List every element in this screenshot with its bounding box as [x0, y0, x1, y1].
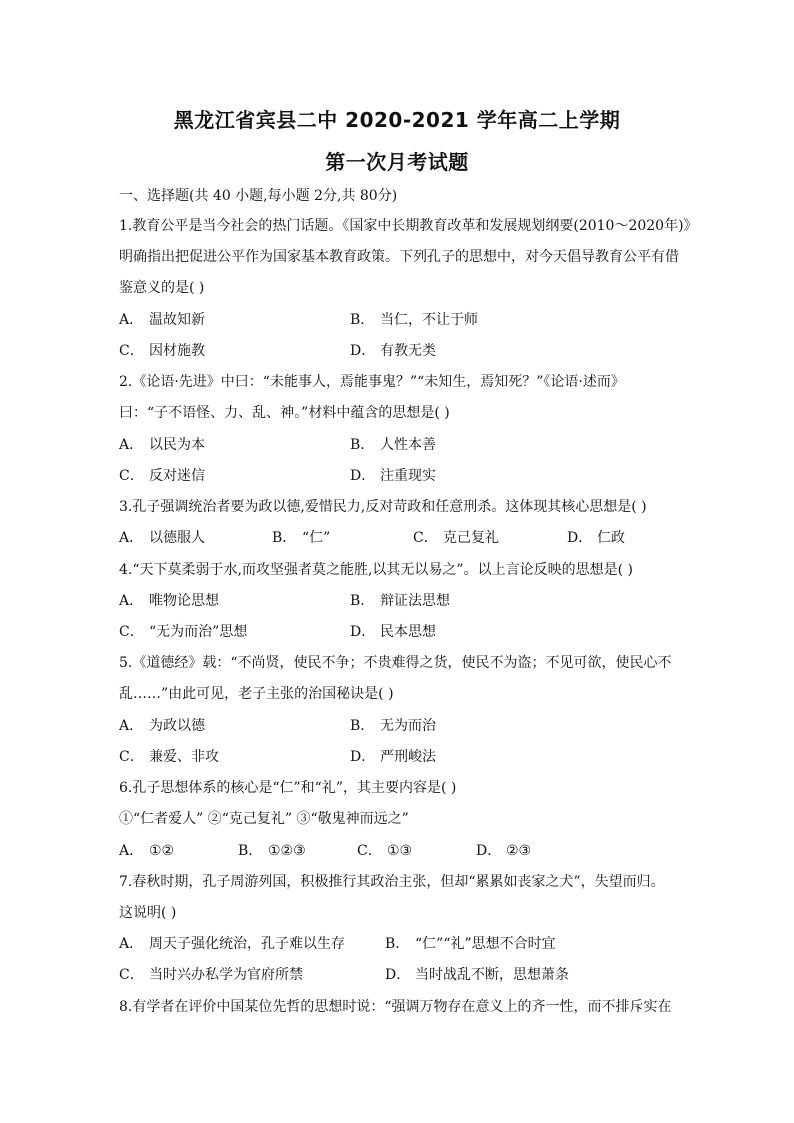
q2-option-b: B． 人性本善 [350, 437, 436, 453]
q6-option-b: B． ①②③ [238, 843, 306, 859]
q2-line-1: 2.《论语·先进》中曰：“未能事人，焉能事鬼？”“未知生，焉知死？”《论语·述而》 [119, 374, 625, 390]
q7-option-a: A． 周天子强化统治，孔子难以生存 [119, 936, 345, 952]
q1-option-d: D． 有教无类 [350, 343, 436, 359]
q7-option-c: C． 当时兴办私学为官府所禁 [119, 967, 303, 983]
q7-option-d: D． 当时战乱不断，思想萧条 [385, 967, 569, 983]
q5-line-2: 乱……”由此可见，老子主张的治国秘诀是( ) [119, 686, 394, 702]
q2-option-a: A． 以民为本 [119, 437, 205, 453]
q1-line-2: 明确指出把促进公平作为国家基本教育政策。下列孔子的思想中，对今天倡导教育公平有借 [119, 249, 679, 265]
q2-option-d: D． 注重现实 [350, 468, 436, 484]
q3-option-b: B． “仁” [272, 530, 331, 546]
q1-option-a: A． 温故知新 [119, 312, 205, 328]
exam-subtitle: 第一次月考试题 [325, 150, 469, 174]
q6-option-a: A． ①② [119, 843, 175, 859]
q5-option-d: D． 严刑峻法 [350, 749, 436, 765]
q1-option-b: B． 当仁，不让于师 [350, 312, 478, 328]
q7-option-b: B． “仁”“礼”思想不合时宜 [385, 936, 556, 952]
q2-option-c: C． 反对迷信 [119, 468, 205, 484]
q4-line-1: 4.“天下莫柔弱于水,而攻坚强者莫之能胜,以其无以易之”。以上言论反映的思想是( ) [119, 562, 633, 578]
q3-option-d: D． 仁政 [567, 530, 625, 546]
q5-option-c: C． 兼爱、非攻 [119, 749, 219, 765]
q8-line-1: 8.有学者在评价中国某位先哲的思想时说：“强调万物存在意义上的齐一性，而不排斥实在 [119, 999, 672, 1015]
q4-option-a: A． 唯物论思想 [119, 593, 219, 609]
q3-option-a: A． 以德服人 [119, 530, 205, 546]
q6-option-d: D． ②③ [476, 843, 532, 859]
q1-option-c: C． 因材施教 [119, 343, 205, 359]
q1-line-1: 1.教育公平是当今社会的热门话题。《国家中长期教育改革和发展规划纲要(2010～2020年)》 [119, 218, 698, 234]
q3-line-1: 3.孔子强调统治者要为政以德,爱惜民力,反对苛政和任意刑杀。这体现其核心思想是( ) [119, 499, 647, 515]
q1-line-3: 鉴意义的是( ) [119, 280, 205, 296]
q6-line-1: 6.孔子思想体系的核心是“仁”和“礼”，其主要内容是( ) [119, 780, 457, 796]
q6-option-c: C． ①③ [357, 843, 413, 859]
q4-option-b: B． 辩证法思想 [350, 593, 450, 609]
q5-line-1: 5.《道德经》载：“不尚贤，使民不争；不贵难得之货，使民不为盗；不见可欲，使民心不 [119, 655, 672, 671]
q3-option-c: C． 克己复礼 [413, 530, 499, 546]
q7-line-2: 这说明( ) [119, 905, 177, 921]
q7-line-1: 7.春秋时期，孔子周游列国，积极推行其政治主张，但却“累累如丧家之犬”，失望而归。 [119, 874, 665, 890]
section-heading: 一、选择题(共 40 小题,每小题 2分,共 80分) [119, 188, 398, 204]
q4-option-c: C． “无为而治”思想 [119, 624, 248, 640]
exam-title: 黑龙江省宾县二中 2020-2021 学年高二上学期 [173, 108, 621, 132]
q4-option-d: D． 民本思想 [350, 624, 436, 640]
q5-option-a: A． 为政以德 [119, 718, 205, 734]
q2-line-2: 曰：“子不语怪、力、乱、神。”材料中蕴含的思想是( ) [119, 405, 450, 421]
q6-line-2: ①“仁者爱人” ②“克己复礼” ③“敬鬼神而远之” [119, 811, 409, 827]
q5-option-b: B． 无为而治 [350, 718, 436, 734]
